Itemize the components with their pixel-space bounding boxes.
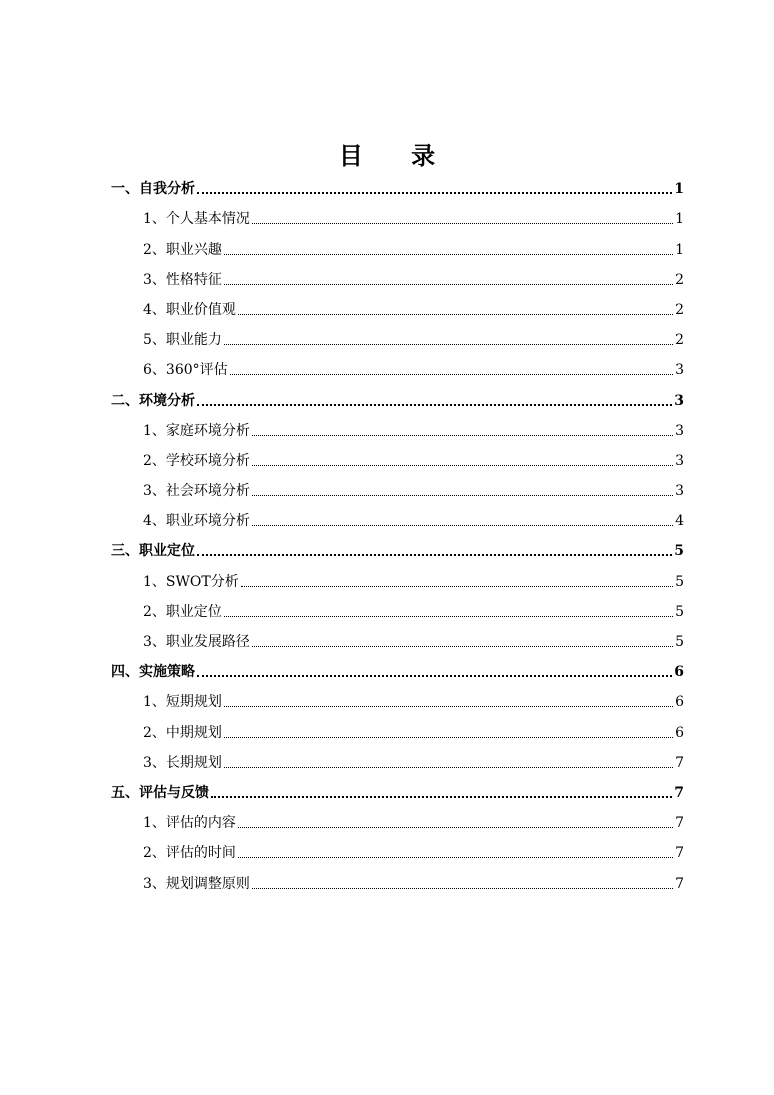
dot-leader bbox=[197, 191, 672, 194]
toc-entry[interactable] bbox=[111, 500, 684, 530]
toc-entry[interactable] bbox=[111, 621, 684, 651]
toc-list bbox=[111, 168, 684, 893]
toc-entry-label: 1、SWOT分析 bbox=[143, 573, 239, 590]
toc-entry-page: 7 bbox=[674, 784, 684, 801]
toc-entry-page: 3 bbox=[674, 392, 684, 409]
toc-entry[interactable] bbox=[111, 862, 684, 892]
toc-entry[interactable] bbox=[111, 228, 684, 258]
dot-leader bbox=[252, 494, 673, 496]
toc-entry[interactable] bbox=[111, 198, 684, 228]
toc-entry-page: 6 bbox=[675, 724, 684, 741]
toc-entry[interactable] bbox=[111, 410, 684, 440]
toc-entry-label: 2、职业定位 bbox=[143, 603, 222, 620]
toc-entry-page: 7 bbox=[675, 815, 684, 832]
toc-entry-label: 2、学校环境分析 bbox=[143, 452, 250, 469]
toc-entry[interactable] bbox=[111, 711, 684, 741]
toc-entry[interactable] bbox=[111, 379, 684, 409]
dot-leader bbox=[252, 222, 673, 224]
dot-leader bbox=[224, 736, 673, 738]
toc-title: 目 录 bbox=[338, 141, 456, 170]
toc-entry[interactable] bbox=[111, 319, 684, 349]
toc-entry[interactable] bbox=[111, 772, 684, 802]
dot-leader bbox=[197, 674, 672, 677]
dot-leader bbox=[211, 795, 672, 798]
toc-entry-label: 1、家庭环境分析 bbox=[143, 422, 250, 439]
dot-leader bbox=[241, 585, 673, 587]
dot-leader bbox=[224, 766, 673, 768]
toc-entry-label: 2、职业兴趣 bbox=[143, 241, 222, 258]
toc-entry-label: 3、性格特征 bbox=[143, 271, 222, 288]
toc-entry-page: 1 bbox=[675, 241, 684, 258]
toc-entry-page: 2 bbox=[675, 271, 684, 288]
dot-leader bbox=[238, 826, 673, 828]
toc-entry-page: 7 bbox=[675, 875, 684, 892]
toc-entry-page: 4 bbox=[675, 513, 684, 530]
toc-entry[interactable] bbox=[111, 681, 684, 711]
toc-entry-label: 四、实施策略 bbox=[111, 664, 195, 681]
toc-entry-label: 6、360°评估 bbox=[143, 362, 228, 379]
toc-entry-page: 6 bbox=[675, 694, 684, 711]
toc-entry-label: 3、长期规划 bbox=[143, 754, 222, 771]
toc-entry[interactable] bbox=[111, 651, 684, 681]
toc-entry-page: 3 bbox=[675, 483, 684, 500]
toc-entry[interactable] bbox=[111, 440, 684, 470]
toc-entry-page: 3 bbox=[675, 452, 684, 469]
toc-entry-label: 一、自我分析 bbox=[111, 181, 195, 198]
toc-entry[interactable] bbox=[111, 802, 684, 832]
toc-entry[interactable] bbox=[111, 591, 684, 621]
dot-leader bbox=[252, 464, 673, 466]
dot-leader bbox=[252, 887, 673, 889]
toc-entry-label: 二、环境分析 bbox=[111, 392, 195, 409]
toc-entry-label: 五、评估与反馈 bbox=[111, 784, 209, 801]
toc-entry-label: 3、职业发展路径 bbox=[143, 634, 250, 650]
toc-entry-label: 4、职业环境分析 bbox=[143, 513, 250, 530]
toc-entry[interactable] bbox=[111, 530, 684, 560]
toc-entry-page: 1 bbox=[674, 181, 684, 198]
dot-leader bbox=[252, 434, 673, 436]
toc-entry-page: 5 bbox=[675, 573, 684, 590]
toc-entry-label: 1、个人基本情况 bbox=[143, 211, 250, 228]
toc-entry[interactable] bbox=[111, 832, 684, 862]
toc-entry[interactable] bbox=[111, 289, 684, 319]
toc-entry-page: 6 bbox=[674, 664, 684, 681]
toc-entry[interactable] bbox=[111, 470, 684, 500]
dot-leader bbox=[238, 856, 673, 858]
toc-entry-page: 3 bbox=[675, 362, 684, 379]
dot-leader bbox=[224, 253, 673, 255]
toc-entry-label: 4、职业价值观 bbox=[143, 301, 236, 318]
dot-leader bbox=[224, 343, 673, 345]
dot-leader bbox=[252, 524, 673, 526]
dot-leader bbox=[224, 705, 673, 707]
dot-leader bbox=[238, 313, 673, 315]
toc-entry-page: 5 bbox=[674, 543, 684, 560]
toc-entry-page: 1 bbox=[675, 211, 684, 228]
toc-entry-page: 7 bbox=[675, 845, 684, 862]
dot-leader bbox=[252, 645, 673, 647]
toc-entry-label: 2、评估的时间 bbox=[143, 845, 236, 862]
toc-entry[interactable] bbox=[111, 168, 684, 198]
toc-entry-page: 2 bbox=[675, 301, 684, 318]
toc-entry-page: 3 bbox=[675, 422, 684, 439]
dot-leader bbox=[230, 373, 673, 375]
dot-leader bbox=[197, 553, 672, 556]
toc-entry[interactable] bbox=[111, 259, 684, 289]
toc-entry[interactable] bbox=[111, 742, 684, 772]
toc-entry-page: 2 bbox=[675, 332, 684, 349]
dot-leader bbox=[197, 403, 672, 406]
toc-entry-label: 3、规划调整原则 bbox=[143, 875, 250, 892]
toc-entry-page: 7 bbox=[675, 754, 684, 771]
toc-entry-label: 三、职业定位 bbox=[111, 543, 195, 560]
toc-entry-page: 5 bbox=[675, 603, 684, 620]
dot-leader bbox=[224, 283, 673, 285]
toc-entry-label: 3、社会环境分析 bbox=[143, 483, 250, 500]
toc-entry-label: 5、职业能力 bbox=[143, 332, 222, 349]
toc-entry-page: 5 bbox=[675, 634, 684, 650]
toc-entry[interactable] bbox=[111, 349, 684, 379]
toc-entry-label: 1、评估的内容 bbox=[143, 815, 236, 832]
dot-leader bbox=[224, 615, 673, 617]
toc-entry[interactable] bbox=[111, 560, 684, 590]
toc-entry-label: 2、中期规划 bbox=[143, 724, 222, 741]
toc-entry-label: 1、短期规划 bbox=[143, 694, 222, 711]
